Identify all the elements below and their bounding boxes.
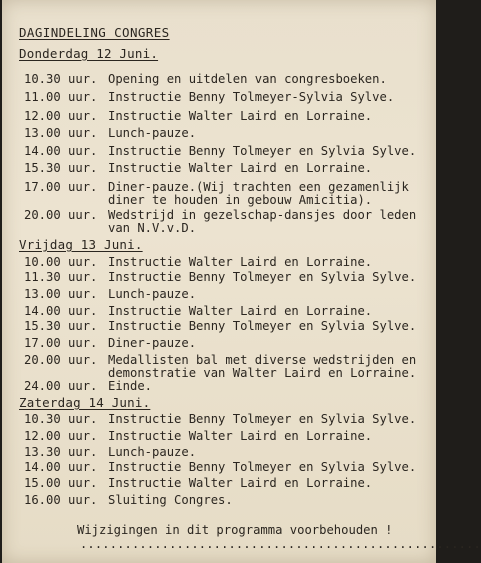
schedule-time: 15.30 uur. [24, 161, 98, 175]
schedule-time: 20.00 uur. [24, 208, 98, 222]
schedule-text: Instructie Benny Tolmeyer en Sylvia Sylve. [108, 460, 417, 474]
schedule-text: Lunch-pauze. [108, 445, 197, 459]
schedule-text: Wedstrijd in gezelschap-dansjes door leden [108, 208, 417, 222]
schedule-text: demonstratie van Walter Laird en Lorraine. [108, 366, 417, 380]
schedule-text: Lunch-pauze. [108, 126, 197, 140]
schedule-text: Instructie Benny Tolmeyer en Sylvia Sylve. [108, 144, 417, 158]
schedule-time: 11.00 uur. [24, 90, 98, 104]
schedule-text: Diner-pauze. [108, 336, 197, 350]
schedule-time: 10.00 uur. [24, 255, 98, 269]
schedule-text: Instructie Benny Tolmeyer-Sylvia Sylve. [108, 90, 395, 104]
schedule-time: 15.00 uur. [24, 476, 98, 490]
schedule-time: 12.00 uur. [24, 109, 98, 123]
schedule-time: 15.30 uur. [24, 319, 98, 333]
dotted-line: ...................................................... [80, 537, 481, 551]
schedule-time: 13.00 uur. [24, 126, 98, 140]
schedule-text: Instructie Walter Laird en Lorraine. [108, 109, 373, 123]
schedule-text: Medallisten bal met diverse wedstrijden en [108, 353, 417, 367]
schedule-text: Instructie Walter Laird en Lorraine. [108, 304, 373, 318]
schedule-text: Instructie Benny Tolmeyer en Sylvia Sylve. [108, 270, 417, 284]
schedule-time: 24.00 uur. [24, 379, 98, 393]
schedule-text: Instructie Benny Tolmeyer en Sylvia Sylve. [108, 319, 417, 333]
schedule-text: Diner-pauze.(Wij trachten een gezamenlijk [108, 180, 409, 194]
schedule-text: Instructie Walter Laird en Lorraine. [108, 161, 373, 175]
schedule-time: 17.00 uur. [24, 336, 98, 350]
schedule-text: Instructie Walter Laird en Lorraine. [108, 429, 373, 443]
schedule-text: Sluiting Congres. [108, 493, 233, 507]
schedule-time: 13.00 uur. [24, 287, 98, 301]
schedule-text: Instructie Walter Laird en Lorraine. [108, 476, 373, 490]
schedule-time: 11.30 uur. [24, 270, 98, 284]
schedule-text: Opening en uitdelen van congresboeken. [108, 72, 387, 86]
schedule-text: van N.V.v.D. [108, 221, 197, 235]
schedule-time: 10.30 uur. [24, 412, 98, 426]
schedule-time: 12.00 uur. [24, 429, 98, 443]
day-heading-thursday: Donderdag 12 Juni. [19, 46, 159, 61]
document-page [2, 0, 481, 563]
schedule-time: 20.00 uur. [24, 353, 98, 367]
schedule-text: diner te houden in gebouw Amicitia). [108, 193, 373, 207]
day-heading-saturday: Zaterdag 14 Juni. [19, 395, 151, 410]
schedule-time: 10.30 uur. [24, 72, 98, 86]
schedule-time: 14.00 uur. [24, 144, 98, 158]
schedule-text: Instructie Walter Laird en Lorraine. [108, 255, 373, 269]
day-heading-friday: Vrijdag 13 Juni. [19, 237, 143, 252]
schedule-text: Instructie Benny Tolmeyer en Sylvia Sylve. [108, 412, 417, 426]
footer-note: Wijzigingen in dit programma voorbehouden ! [77, 523, 393, 537]
schedule-time: 16.00 uur. [24, 493, 98, 507]
schedule-time: 17.00 uur. [24, 180, 98, 194]
schedule-time: 14.00 uur. [24, 304, 98, 318]
schedule-time: 13.30 uur. [24, 445, 98, 459]
schedule-time: 14.00 uur. [24, 460, 98, 474]
schedule-text: Einde. [108, 379, 153, 393]
page-title: DAGINDELING CONGRES [19, 25, 170, 40]
schedule-text: Lunch-pauze. [108, 287, 197, 301]
